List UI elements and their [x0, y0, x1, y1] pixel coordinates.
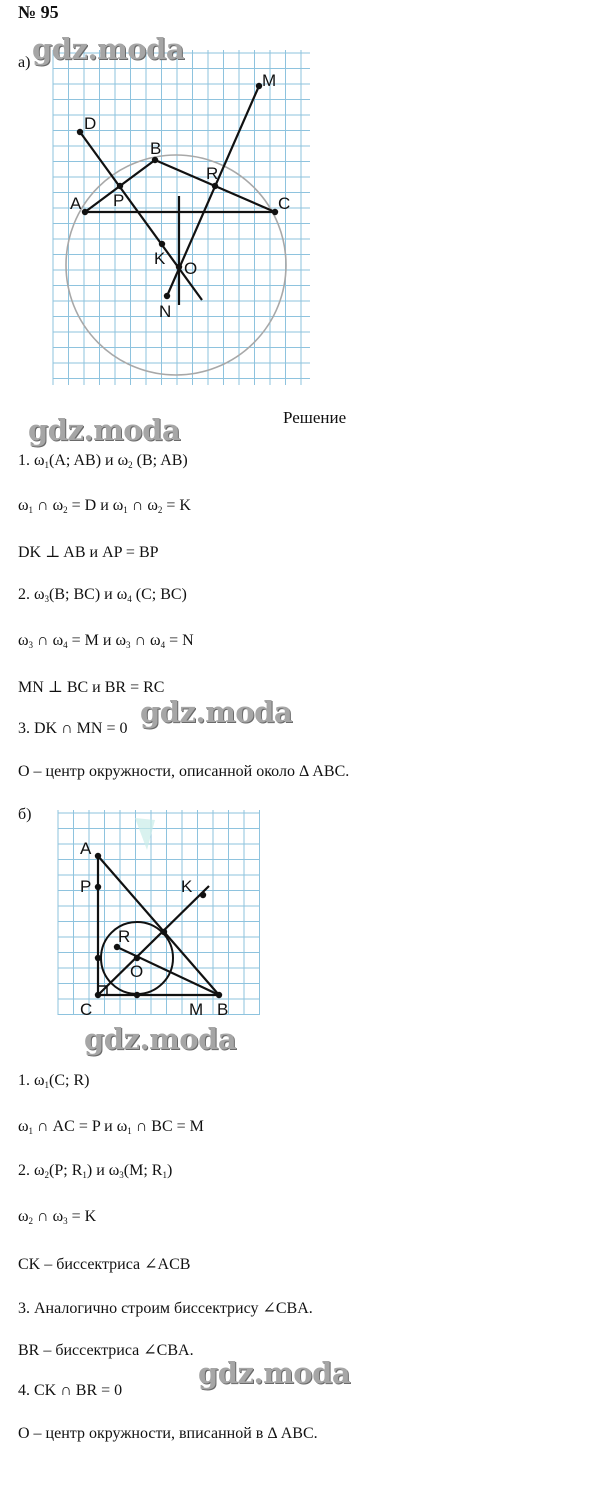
solution-line [18, 763, 349, 781]
subscript: 2 [28, 1216, 34, 1226]
watermark: gdz.moda [84, 1022, 237, 1056]
subscript: 1 [44, 1080, 50, 1090]
point-label-c: C [80, 1000, 93, 1019]
line-text: O – центр окружности, описанной около Δ ABC. [18, 763, 350, 780]
line-text: ω [18, 1118, 29, 1135]
solution-line [18, 1072, 89, 1090]
subscript: 1 [127, 1126, 132, 1136]
line-text: 3. DK ∩ MN = 0 [18, 720, 128, 737]
watermark: gdz.moda [140, 695, 293, 729]
line-text: MN ⊥ BC и BR = RC [18, 679, 165, 696]
line-text: = K [67, 1208, 97, 1225]
subscript: 3 [63, 1216, 68, 1226]
watermark: gdz.moda [28, 413, 181, 447]
subscript: 1 [82, 1170, 87, 1180]
subscript: 1 [44, 460, 50, 470]
solution-line [18, 632, 194, 650]
line-text: 2. ω [18, 586, 45, 603]
subscript: 2 [157, 505, 163, 515]
subscript: 1 [162, 1170, 167, 1180]
task-number: № 95 [18, 2, 59, 22]
line-text: ∩ ω [33, 1208, 64, 1225]
point-label-r: R [118, 927, 131, 946]
solution-line [18, 677, 164, 697]
line-text: 1. ω [18, 1072, 45, 1089]
line-text: = D и ω [67, 497, 124, 514]
line-text: BR – биссектриса ∠CBA. [18, 1342, 194, 1359]
point-label-k: K [154, 249, 166, 268]
line-text: ∩ ω [33, 497, 64, 514]
point-label-a: A [70, 194, 82, 213]
point-label-n: N [159, 302, 172, 321]
point-label-b: B [217, 1000, 229, 1019]
point-label-p: P [80, 877, 92, 896]
point-label-c: C [278, 194, 291, 213]
solution-line [18, 1254, 190, 1274]
figure-a [50, 50, 340, 385]
subscript: 3 [28, 640, 34, 650]
solution-line [18, 542, 159, 562]
line-text: ω [18, 497, 29, 514]
subscript: 2 [128, 460, 133, 470]
line-text: ∩ ω [130, 632, 161, 649]
subscript: 1 [123, 505, 128, 515]
subscript: 3 [119, 1170, 124, 1180]
subscript: 4 [127, 594, 132, 604]
figure-b [55, 810, 260, 1035]
watermark: gdz.moda [32, 32, 185, 66]
line-text: 4. CK ∩ BR = 0 [18, 1382, 123, 1399]
solution-line [18, 1118, 204, 1136]
line-text: = M и ω [67, 632, 126, 649]
line-text: = N [165, 632, 194, 649]
bisector-ck [98, 886, 209, 995]
part-a-label: а) [18, 54, 31, 71]
subscript: 4 [160, 640, 166, 650]
point-label-b: B [150, 139, 162, 158]
point-label-m: M [262, 71, 277, 90]
subscript: 3 [125, 640, 131, 650]
solution-line [18, 1425, 318, 1443]
subscript: 2 [44, 1170, 50, 1180]
line-text: ) и ω [86, 1162, 120, 1179]
solution-line [18, 1162, 172, 1180]
line-text: ω [18, 632, 29, 649]
point-label-o: O [130, 962, 144, 981]
subscript: 4 [63, 640, 68, 650]
solution-line [18, 452, 188, 470]
triangle-side-ab [98, 856, 219, 995]
subscript: 2 [63, 505, 68, 515]
point-label-o: O [184, 259, 198, 278]
watermark: gdz.moda [198, 1356, 351, 1390]
line-text: ∩ ω [127, 497, 158, 514]
subscript: 1 [28, 1126, 34, 1136]
line-text: CK – биссектриса ∠ACB [18, 1256, 191, 1273]
line-text: ∩ ω [33, 632, 64, 649]
line-text: 2. ω [18, 1162, 45, 1179]
subscript: 3 [44, 594, 50, 604]
point-label-m: M [189, 1000, 204, 1019]
line-text: (A; AB) и ω [49, 452, 129, 469]
subscript: 1 [28, 505, 34, 515]
point-label-r: R [206, 164, 219, 183]
solution-line [18, 1208, 96, 1226]
line-text: (P; R [49, 1162, 83, 1179]
solution-heading: Решение [283, 408, 347, 427]
line-text: 1. ω [18, 452, 45, 469]
line-text: (C; BC) [131, 586, 187, 603]
part-b-label: б) [18, 806, 32, 823]
solution-line [18, 1340, 194, 1360]
line-text: O – центр окружности, вписанной в Δ ABC. [18, 1425, 318, 1442]
point-label-k: K [181, 877, 193, 896]
solution-line [18, 1382, 122, 1400]
solution-line [18, 586, 187, 604]
solution-line [18, 720, 127, 738]
line-text: = K [162, 497, 191, 514]
line-text: ) [166, 1162, 173, 1179]
line-text: ∩ AC = P и ω [33, 1118, 128, 1135]
point-label-d: D [84, 114, 97, 133]
point-label-a: A [80, 839, 92, 858]
line-text: DK ⊥ AB и AP = BP [18, 544, 159, 561]
line-text: 3. Аналогично строим биссектрису ∠CBA. [18, 1300, 313, 1317]
line-text: (M; R [123, 1162, 163, 1179]
line-text: ∩ BC = M [131, 1118, 204, 1135]
line-text: ω [18, 1208, 29, 1225]
line-text: (B; BC) и ω [49, 586, 128, 603]
solution-line [18, 1298, 313, 1318]
point-label-p: P [113, 191, 125, 210]
solution-line [18, 497, 191, 515]
line-text: (B; AB) [132, 452, 188, 469]
line-text: (C; R) [49, 1072, 90, 1089]
